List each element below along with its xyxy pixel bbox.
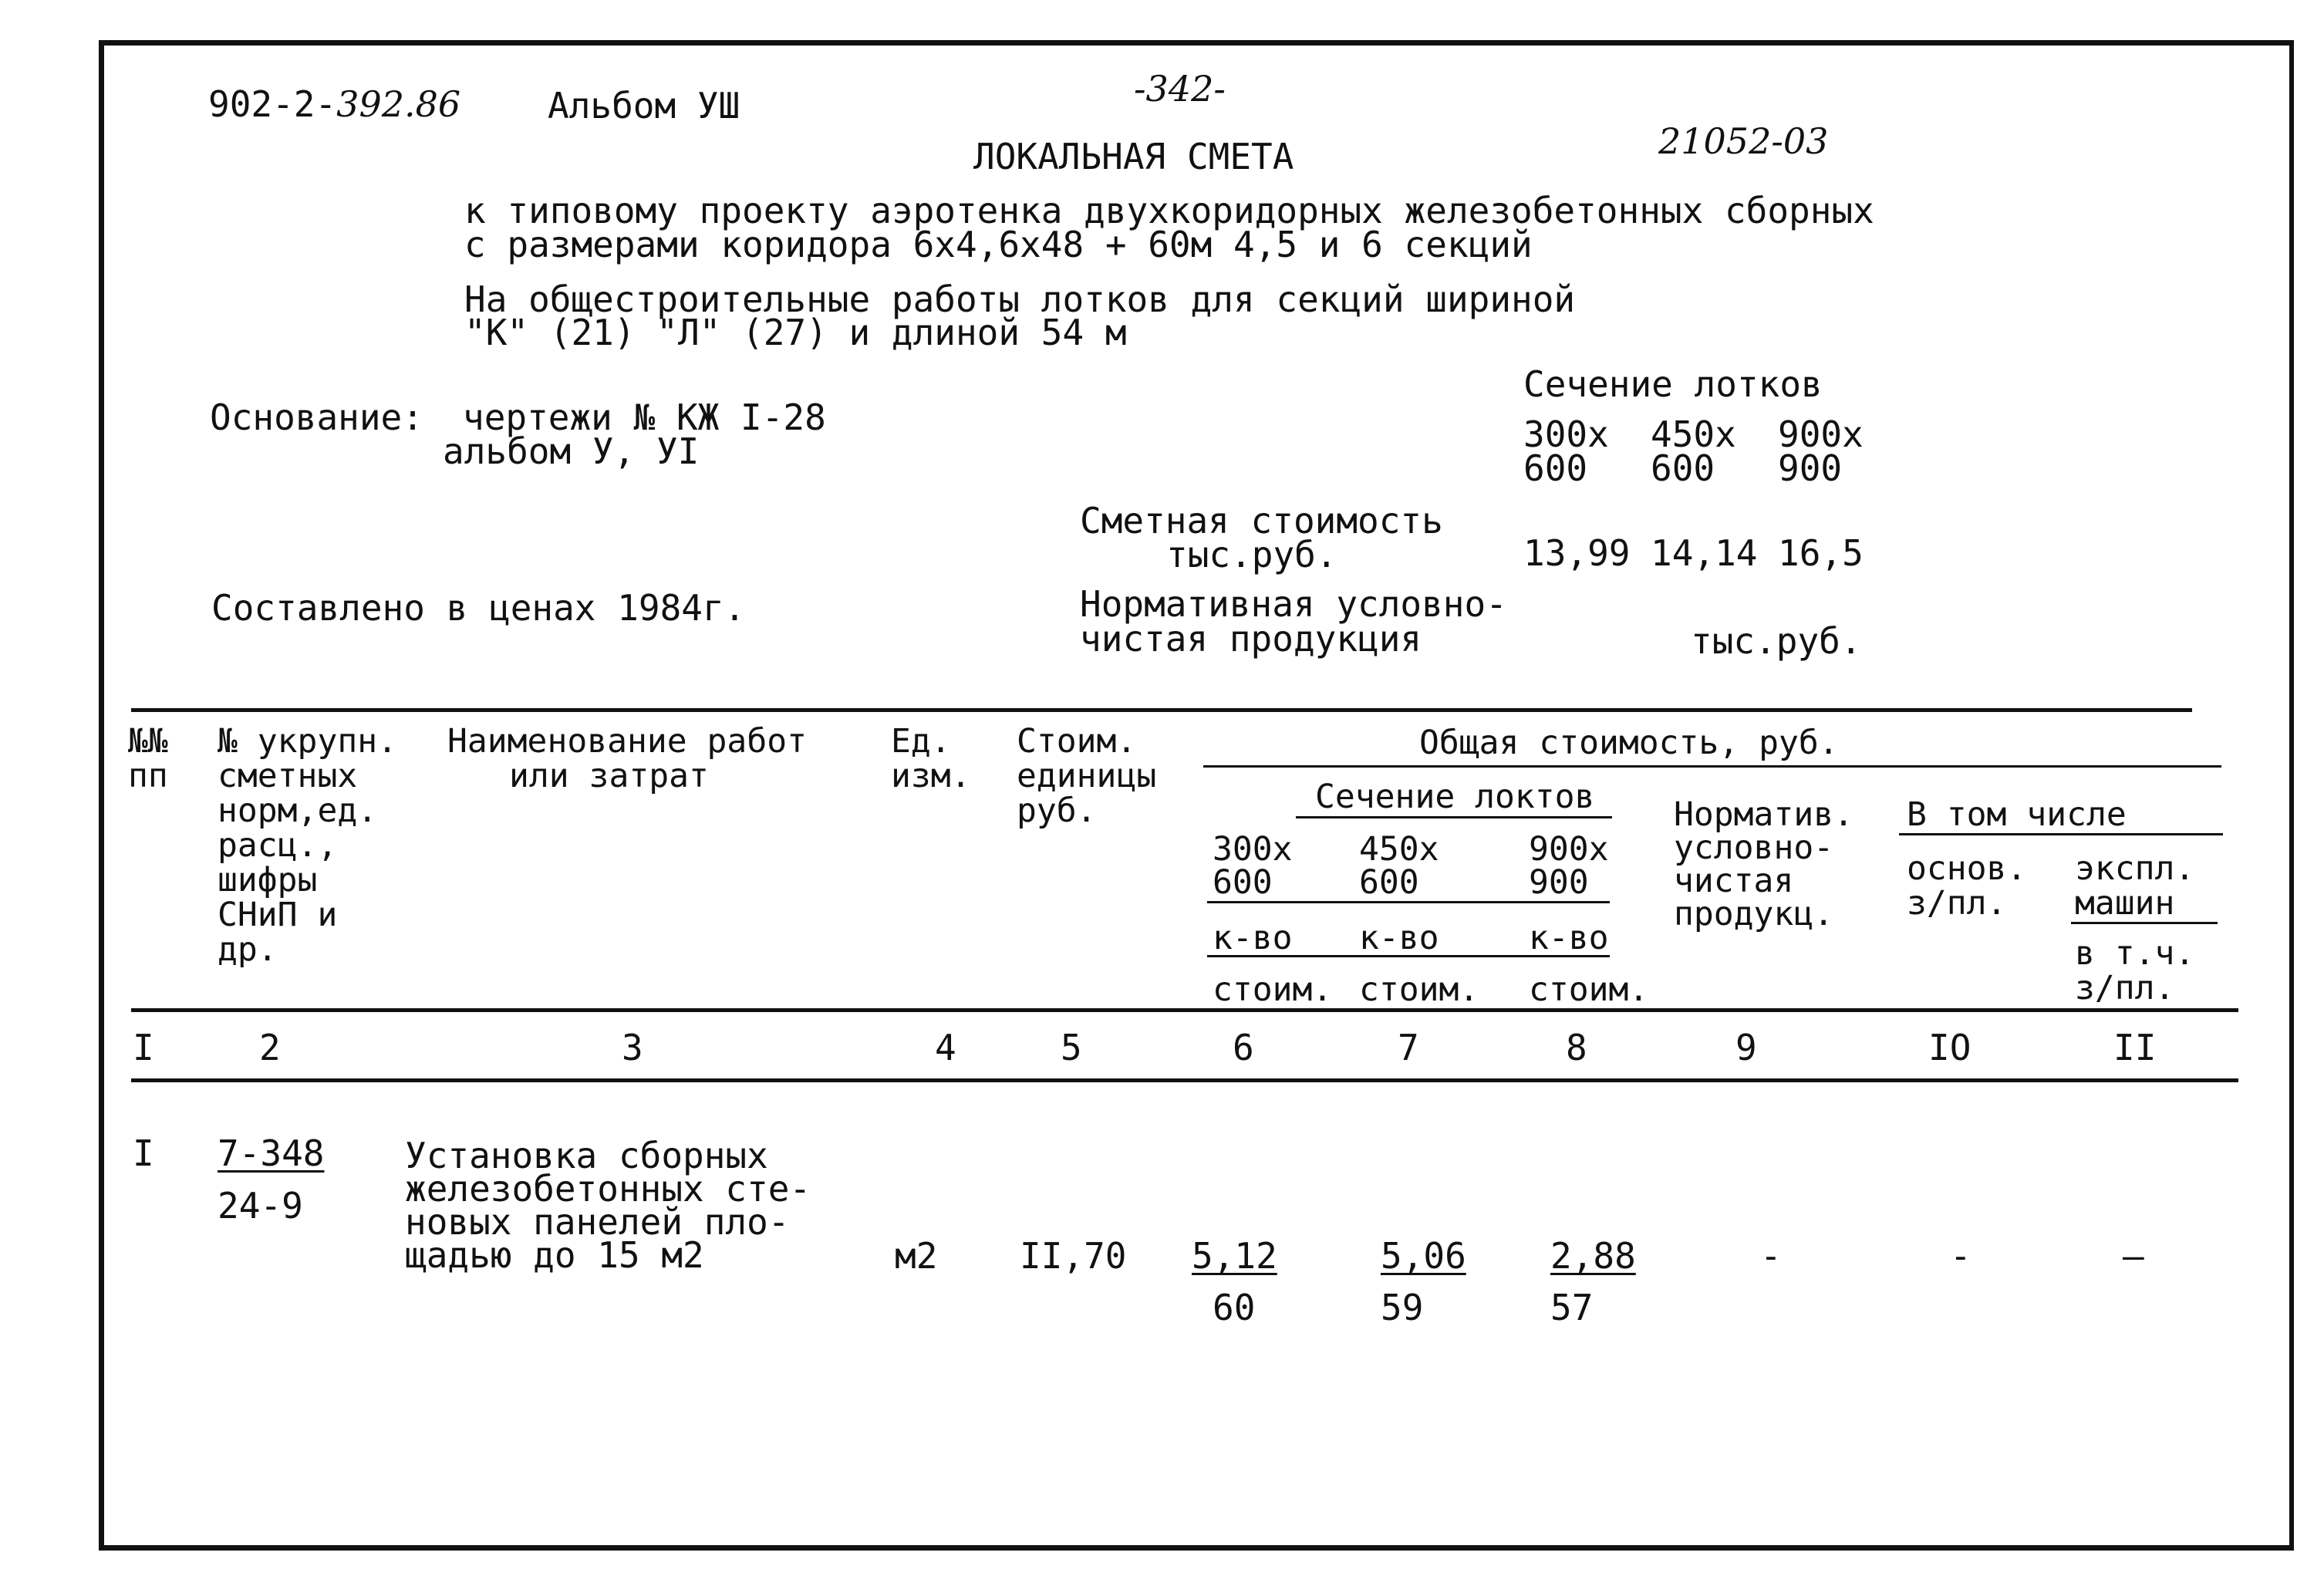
hdr-sec3-bottom: 900 bbox=[1529, 863, 1589, 902]
project-code: 902-2-392.86 bbox=[208, 83, 461, 125]
subtitle-line-2: с размерами коридора 6х4,6х48 + 60м 4,5 и 6 секций bbox=[464, 224, 1533, 265]
header-bottom-rule bbox=[131, 1008, 2238, 1012]
hdr-col11-line3: в т.ч. bbox=[2075, 934, 2195, 973]
hdr-total-cost: Общая стоимость, руб. bbox=[1419, 724, 1839, 762]
row-1-code-top: 7-348 bbox=[218, 1132, 325, 1174]
normative-label-1: Нормативная условно- bbox=[1080, 583, 1507, 625]
hdr-sec2-top: 450х bbox=[1359, 830, 1439, 869]
row-1-name-line-2: железобетонных сте- bbox=[405, 1168, 811, 1210]
table-top-rule bbox=[131, 708, 2192, 712]
basis-label: Основание: bbox=[210, 397, 423, 438]
hdr-col2-line1: № укрупн. bbox=[218, 722, 397, 761]
column-numbers-rule bbox=[131, 1078, 2238, 1082]
subtitle-line-1: к типовому проекту аэротенка двухкоридорных железобетонных сборных bbox=[464, 190, 1874, 231]
hdr-sec1-bottom: 600 bbox=[1213, 863, 1273, 902]
hdr-col9-line1: Норматив. bbox=[1674, 795, 1853, 834]
project-code-handwritten: 392.86 bbox=[336, 83, 461, 125]
hdr-col10-line2: з/пл. bbox=[1907, 884, 2007, 923]
hdr-sec2-bottom: 600 bbox=[1359, 863, 1419, 902]
hdr-col11-line2: машин bbox=[2075, 884, 2175, 923]
hdr-sec2-qty: к-во bbox=[1359, 919, 1439, 957]
hdr-col11-line4: з/пл. bbox=[2075, 969, 2175, 1007]
section-col-3-bottom: 900 bbox=[1778, 447, 1843, 489]
row-1-col9: - bbox=[1760, 1235, 1782, 1277]
row-1-col8-qty: 2,88 bbox=[1550, 1235, 1636, 1277]
document-number: 21052-03 bbox=[1658, 120, 1829, 162]
hdr-col1-line2: пп bbox=[128, 757, 168, 795]
colnum-11: II bbox=[2113, 1027, 2157, 1068]
row-1-col8-cost: 57 bbox=[1550, 1287, 1594, 1328]
row-1-code-bottom: 24-9 bbox=[218, 1185, 303, 1227]
row-1-col6-qty: 5,12 bbox=[1192, 1235, 1277, 1277]
estimate-cost-value-1: 13,99 bbox=[1523, 532, 1631, 574]
hdr-col4-line1: Ед. bbox=[891, 722, 951, 761]
colnum-9: 9 bbox=[1735, 1027, 1757, 1068]
hdr-incl: В том числе bbox=[1907, 795, 2127, 834]
basis-line-1: чертежи № КЖ I-28 bbox=[463, 397, 826, 438]
hdr-sec3-cost: стоим. bbox=[1529, 970, 1649, 1009]
document-title: ЛОКАЛЬНАЯ СМЕТА bbox=[973, 136, 1294, 177]
colnum-3: 3 bbox=[622, 1027, 643, 1068]
hdr-col3-line2: или затрат bbox=[509, 757, 709, 795]
hdr-col2-line7: др. bbox=[218, 930, 278, 969]
row-1-name-line-1: Установка сборных bbox=[405, 1135, 768, 1176]
estimate-cost-value-2: 14,14 bbox=[1651, 532, 1758, 574]
total-cost-rule bbox=[1203, 765, 2221, 768]
prices-year: Составлено в ценах 1984г. bbox=[211, 587, 746, 629]
hdr-col5-line1: Стоим. bbox=[1017, 722, 1137, 761]
row-1-name-line-4: щадью до 15 м2 bbox=[405, 1234, 704, 1276]
row-1-col11: — bbox=[2123, 1235, 2144, 1277]
section-col-1-top: 300х bbox=[1523, 413, 1609, 455]
colnum-6: 6 bbox=[1233, 1027, 1254, 1068]
row-1-number: I bbox=[133, 1132, 154, 1174]
hdr-col9-line2: условно- bbox=[1674, 828, 1834, 867]
hdr-col9-line4: продукц. bbox=[1674, 895, 1834, 933]
hdr-col2-line5: шифры bbox=[218, 861, 318, 899]
works-description-line-2: "К" (21) "Л" (27) и длиной 54 м bbox=[464, 312, 1127, 353]
hdr-sec3-qty: к-во bbox=[1529, 919, 1609, 957]
hdr-col5-line2: единицы bbox=[1017, 757, 1157, 795]
colnum-10: IO bbox=[1928, 1027, 1972, 1068]
basis-line-2: альбом У, УI bbox=[443, 430, 700, 472]
colnum-1: I bbox=[133, 1027, 154, 1068]
hdr-col11-line1: экспл. bbox=[2075, 849, 2195, 888]
hdr-sec1-top: 300х bbox=[1213, 830, 1293, 869]
hdr-col2-line2: сметных bbox=[218, 757, 358, 795]
row-1-name-line-3: новых панелей пло- bbox=[405, 1201, 790, 1243]
page-number: -342- bbox=[1134, 68, 1226, 110]
colnum-5: 5 bbox=[1061, 1027, 1082, 1068]
hdr-col2-line6: СНиП и bbox=[218, 896, 338, 934]
hdr-col4-line2: изм. bbox=[891, 757, 971, 795]
hdr-sections: Сечение локтов bbox=[1315, 778, 1595, 816]
hdr-col1-line1: №№ bbox=[128, 722, 168, 761]
row-1-col7-cost: 59 bbox=[1381, 1287, 1424, 1328]
row-1-col6-cost: 60 bbox=[1213, 1287, 1256, 1328]
hdr-col3-line1: Наименование работ bbox=[447, 722, 807, 761]
section-col-2-bottom: 600 bbox=[1651, 447, 1715, 489]
section-col-2-top: 450х bbox=[1651, 413, 1736, 455]
row-1-unit: м2 bbox=[895, 1235, 938, 1277]
hdr-col9-line3: чистая bbox=[1674, 862, 1794, 900]
row-1-col10: - bbox=[1950, 1235, 1972, 1277]
row-1-unit-cost: II,70 bbox=[1020, 1235, 1127, 1277]
normative-label-2: чистая продукция bbox=[1080, 618, 1422, 660]
hdr-sec1-qty: к-во bbox=[1213, 919, 1293, 957]
hdr-col5-line3: руб. bbox=[1017, 791, 1097, 830]
album-label: Альбом УШ bbox=[548, 85, 740, 127]
hdr-col2-line4: расц., bbox=[218, 826, 338, 865]
colnum-8: 8 bbox=[1566, 1027, 1587, 1068]
normative-unit: тыс.руб. bbox=[1691, 620, 1862, 662]
section-col-3-top: 900х bbox=[1778, 413, 1864, 455]
hdr-col10-line1: основ. bbox=[1907, 849, 2027, 888]
hdr-sec2-cost: стоим. bbox=[1359, 970, 1479, 1009]
estimate-cost-label: Сметная стоимость bbox=[1080, 500, 1443, 542]
estimate-cost-unit: тыс.руб. bbox=[1166, 534, 1337, 575]
hdr-col2-line3: норм,ед. bbox=[218, 791, 378, 830]
works-description-line-1: На общестроительные работы лотков для секций шириной bbox=[464, 278, 1576, 320]
colnum-7: 7 bbox=[1398, 1027, 1419, 1068]
colnum-4: 4 bbox=[935, 1027, 956, 1068]
colnum-2: 2 bbox=[259, 1027, 281, 1068]
estimate-cost-value-3: 16,5 bbox=[1778, 532, 1864, 574]
row-1-col7-qty: 5,06 bbox=[1381, 1235, 1466, 1277]
section-col-1-bottom: 600 bbox=[1523, 447, 1588, 489]
sections-rule bbox=[1296, 816, 1612, 818]
sections-title: Сечение лотков bbox=[1523, 363, 1823, 405]
hdr-sec1-cost: стоим. bbox=[1213, 970, 1333, 1009]
hdr-sec3-top: 900х bbox=[1529, 830, 1609, 869]
